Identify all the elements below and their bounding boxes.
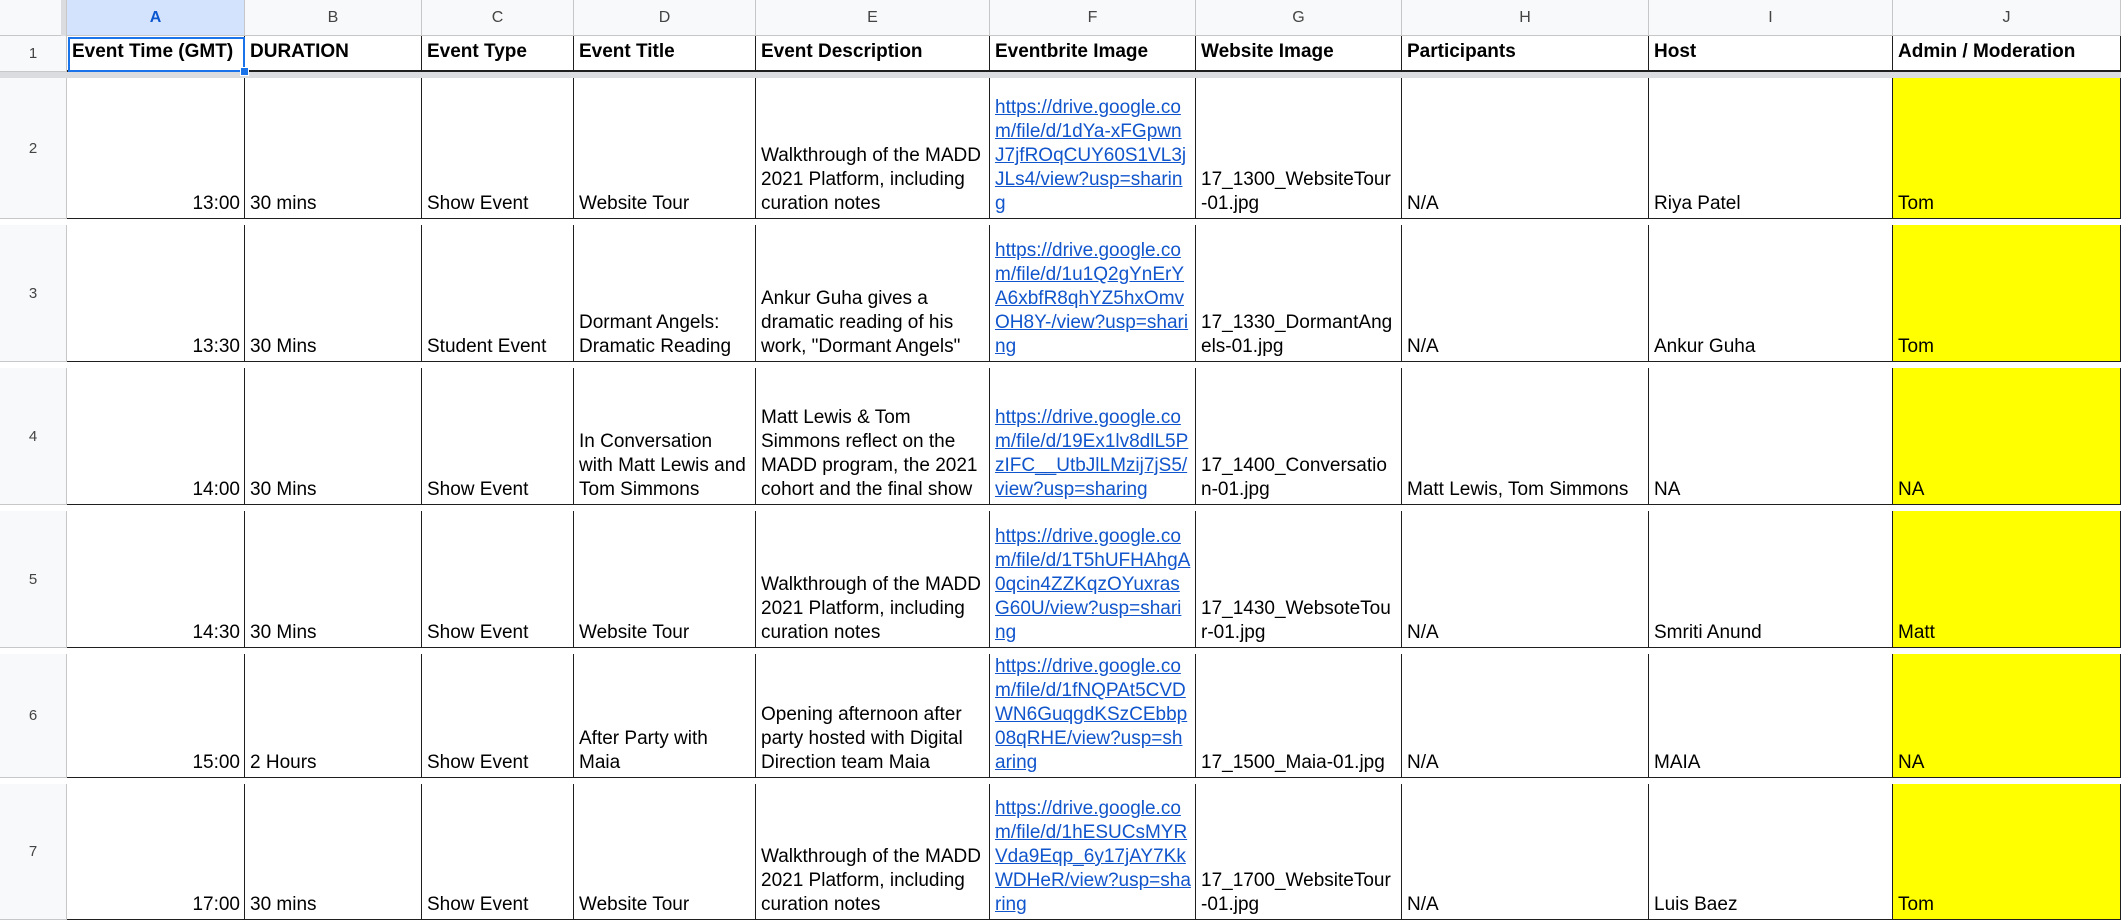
header-cell-h[interactable]: Participants <box>1402 36 1649 72</box>
cell-duration[interactable] <box>245 511 422 648</box>
cell-moderation[interactable] <box>1893 511 2121 648</box>
cell-text: 17_1330_DormantAngels-01.jpg <box>1201 312 1393 357</box>
cell-text: Walkthrough of the MADD 2021 Platform, including curation notes <box>761 846 981 915</box>
image-link[interactable]: https://drive.google.com/file/d/1T5hUFHAhgA0qcin4ZZKqzOYuxrasG60U/view?usp=sharing <box>995 526 1191 643</box>
cell-text: 30 mins <box>250 894 317 915</box>
cell-text: MAIA <box>1654 752 1701 773</box>
cell-text: Tom <box>1898 894 1934 915</box>
cell-description[interactable] <box>756 654 990 778</box>
header-cell-e[interactable]: Event Description <box>756 36 990 72</box>
cell-text: 30 Mins <box>250 622 317 643</box>
cell-text: Website Tour <box>579 193 690 214</box>
column-header-e[interactable]: E <box>756 0 990 36</box>
row-header-5[interactable]: 5 <box>0 511 67 648</box>
cell-duration[interactable] <box>245 78 422 219</box>
cell-text: 17:00 <box>192 894 240 915</box>
column-header-a[interactable]: A <box>67 0 245 36</box>
column-header-j[interactable]: J <box>1893 0 2121 36</box>
cell-text: N/A <box>1407 336 1439 357</box>
cell-text: 17_1300_WebsiteTour-01.jpg <box>1201 169 1391 214</box>
cell-host[interactable] <box>1649 78 1893 219</box>
image-link[interactable]: https://drive.google.com/file/d/1fNQPAt5CVDWN6GuqgdKSzCEbbp08qRHE/view?usp=sharing <box>995 656 1188 773</box>
cell-title[interactable] <box>574 654 756 778</box>
cell-time[interactable] <box>67 511 245 648</box>
cell-website-image[interactable] <box>1196 654 1402 778</box>
cell-text: 17_1700_WebsiteTour-01.jpg <box>1201 870 1391 915</box>
cell-text: Tom <box>1898 193 1934 214</box>
cell-type[interactable] <box>422 225 574 362</box>
cell-participants[interactable] <box>1402 368 1649 505</box>
header-cell-f[interactable]: Eventbrite Image <box>990 36 1196 72</box>
cell-text: N/A <box>1407 622 1439 643</box>
cell-text: Student Event <box>427 336 547 357</box>
cell-text: NA <box>1898 752 1925 773</box>
cell-type[interactable] <box>422 654 574 778</box>
cell-text: Ankur Guha gives a dramatic reading of his work, "Dormant Angels" <box>761 288 961 357</box>
cell-text: Show Event <box>427 894 529 915</box>
cell-text: N/A <box>1407 752 1439 773</box>
cell-description[interactable] <box>756 225 990 362</box>
image-link[interactable]: https://drive.google.com/file/d/1u1Q2gYnErYA6xbfR8qhYZ5hxOmvOH8Y-/view?usp=sharing <box>995 240 1189 357</box>
cell-text: N/A <box>1407 193 1439 214</box>
cell-time[interactable] <box>67 654 245 778</box>
cell-text: Show Event <box>427 193 529 214</box>
cell-type[interactable] <box>422 368 574 505</box>
cell-text: NA <box>1898 479 1925 500</box>
cell-text: Matt <box>1898 622 1935 643</box>
column-header-g[interactable]: G <box>1196 0 1402 36</box>
cell-text: Matt Lewis, Tom Simmons <box>1407 479 1629 500</box>
cell-text: Walkthrough of the MADD 2021 Platform, including curation notes <box>761 145 981 214</box>
cell-duration[interactable] <box>245 368 422 505</box>
cell-title[interactable] <box>574 511 756 648</box>
cell-text: 2 Hours <box>250 752 317 773</box>
cell-moderation[interactable] <box>1893 784 2121 920</box>
cell-text: 17_1400_Conversation-01.jpg <box>1201 455 1387 500</box>
cell-moderation[interactable] <box>1893 654 2121 778</box>
cell-title[interactable] <box>574 368 756 505</box>
header-cell-i[interactable]: Host <box>1649 36 1893 72</box>
cell-text: Matt Lewis & Tom Simmons reflect on the MADD program, the 2021 cohort and the final show <box>761 407 978 500</box>
row-header-3[interactable]: 3 <box>0 225 67 362</box>
cell-description[interactable] <box>756 511 990 648</box>
column-header-i[interactable]: I <box>1649 0 1893 36</box>
cell-host[interactable] <box>1649 654 1893 778</box>
column-header-h[interactable]: H <box>1402 0 1649 36</box>
cell-description[interactable] <box>756 78 990 219</box>
cell-type[interactable] <box>422 511 574 648</box>
cell-eventbrite-image[interactable] <box>990 368 1196 505</box>
cell-duration[interactable] <box>245 225 422 362</box>
image-link[interactable]: https://drive.google.com/file/d/1dYa-xFGpwnJ7jfROqCUY60S1VL3jJLs4/view?usp=sharing <box>995 97 1187 214</box>
cell-host[interactable] <box>1649 225 1893 362</box>
cell-participants[interactable] <box>1402 654 1649 778</box>
column-header-d[interactable]: D <box>574 0 756 36</box>
cell-type[interactable] <box>422 78 574 219</box>
column-header-b[interactable]: B <box>245 0 422 36</box>
column-header-f[interactable]: F <box>990 0 1196 36</box>
cell-text: Walkthrough of the MADD 2021 Platform, including curation notes <box>761 574 981 643</box>
cell-host[interactable] <box>1649 784 1893 920</box>
cell-time[interactable] <box>67 368 245 505</box>
cell-text: 30 Mins <box>250 336 317 357</box>
cell-participants[interactable] <box>1402 511 1649 648</box>
cell-text: 30 mins <box>250 193 317 214</box>
header-cell-d[interactable]: Event Title <box>574 36 756 72</box>
cell-type[interactable] <box>422 784 574 920</box>
cell-text: 14:30 <box>192 622 240 643</box>
cell-text: Smriti Anund <box>1654 622 1762 643</box>
row-header-1[interactable]: 1 <box>0 36 67 72</box>
cell-text: Ankur Guha <box>1654 336 1756 357</box>
header-cell-c[interactable]: Event Type <box>422 36 574 72</box>
cell-title[interactable] <box>574 78 756 219</box>
cell-eventbrite-image[interactable] <box>990 225 1196 362</box>
row-header-4[interactable]: 4 <box>0 368 67 505</box>
cell-eventbrite-image[interactable] <box>990 511 1196 648</box>
cell-text: Show Event <box>427 752 529 773</box>
cell-text: 15:00 <box>192 752 240 773</box>
cell-text: Tom <box>1898 336 1934 357</box>
column-header-c[interactable]: C <box>422 0 574 36</box>
select-all-corner[interactable] <box>0 0 67 36</box>
cell-description[interactable] <box>756 368 990 505</box>
cell-participants[interactable] <box>1402 78 1649 219</box>
cell-text: Show Event <box>427 622 529 643</box>
cell-time[interactable] <box>67 78 245 219</box>
cell-title[interactable] <box>574 225 756 362</box>
cell-duration[interactable] <box>245 784 422 920</box>
cell-website-image[interactable] <box>1196 78 1402 219</box>
cell-time[interactable] <box>67 784 245 920</box>
cell-text: Luis Baez <box>1654 894 1738 915</box>
header-cell-b[interactable]: DURATION <box>245 36 422 72</box>
header-cell-a[interactable]: Event Time (GMT) <box>67 36 245 72</box>
cell-text: Website Tour <box>579 894 690 915</box>
cell-text: 17_1500_Maia-01.jpg <box>1201 752 1385 773</box>
cell-moderation[interactable] <box>1893 78 2121 219</box>
cell-website-image[interactable] <box>1196 368 1402 505</box>
cell-text: 13:00 <box>192 193 240 214</box>
cell-eventbrite-image[interactable] <box>990 78 1196 219</box>
row-header-7[interactable]: 7 <box>0 784 67 920</box>
cell-text: Show Event <box>427 479 529 500</box>
cell-text: 17_1430_WebsoteTour-01.jpg <box>1201 598 1391 643</box>
cell-participants[interactable] <box>1402 225 1649 362</box>
cell-eventbrite-image[interactable] <box>990 654 1196 778</box>
cell-participants[interactable] <box>1402 784 1649 920</box>
cell-host[interactable] <box>1649 368 1893 505</box>
image-link[interactable]: https://drive.google.com/file/d/1hESUCsMYRVda9Eqp_6y17jAY7KkWDHeR/view?usp=sharing <box>995 798 1191 915</box>
cell-duration[interactable] <box>245 654 422 778</box>
cell-website-image[interactable] <box>1196 225 1402 362</box>
cell-text: Opening afternoon after party hosted with Digital Direction team Maia <box>761 704 963 773</box>
cell-text: In Conversation with Matt Lewis and Tom Simmons <box>579 431 746 500</box>
image-link[interactable]: https://drive.google.com/file/d/19Ex1lv8dlL5PzIFC__UtbJlLMzij7jS5/view?usp=sharing <box>995 407 1189 500</box>
cell-moderation[interactable] <box>1893 368 2121 505</box>
cell-website-image[interactable] <box>1196 511 1402 648</box>
cell-text: Dormant Angels: Dramatic Reading <box>579 312 732 357</box>
cell-text: 30 Mins <box>250 479 317 500</box>
header-cell-j[interactable]: Admin / Moderation <box>1893 36 2121 72</box>
cell-text: NA <box>1654 479 1681 500</box>
cell-website-image[interactable] <box>1196 784 1402 920</box>
header-cell-g[interactable]: Website Image <box>1196 36 1402 72</box>
cell-time[interactable] <box>67 225 245 362</box>
cell-text: N/A <box>1407 894 1439 915</box>
row-header-2[interactable]: 2 <box>0 78 67 219</box>
cell-host[interactable] <box>1649 511 1893 648</box>
cell-text: Riya Patel <box>1654 193 1741 214</box>
cell-moderation[interactable] <box>1893 225 2121 362</box>
cell-eventbrite-image[interactable] <box>990 784 1196 920</box>
fill-handle[interactable] <box>240 67 249 76</box>
cell-text: After Party with Maia <box>579 728 708 773</box>
cell-text: Website Tour <box>579 622 690 643</box>
cell-description[interactable] <box>756 784 990 920</box>
cell-title[interactable] <box>574 784 756 920</box>
row-header-6[interactable]: 6 <box>0 654 67 778</box>
cell-text: 13:30 <box>192 336 240 357</box>
cell-text: 14:00 <box>192 479 240 500</box>
